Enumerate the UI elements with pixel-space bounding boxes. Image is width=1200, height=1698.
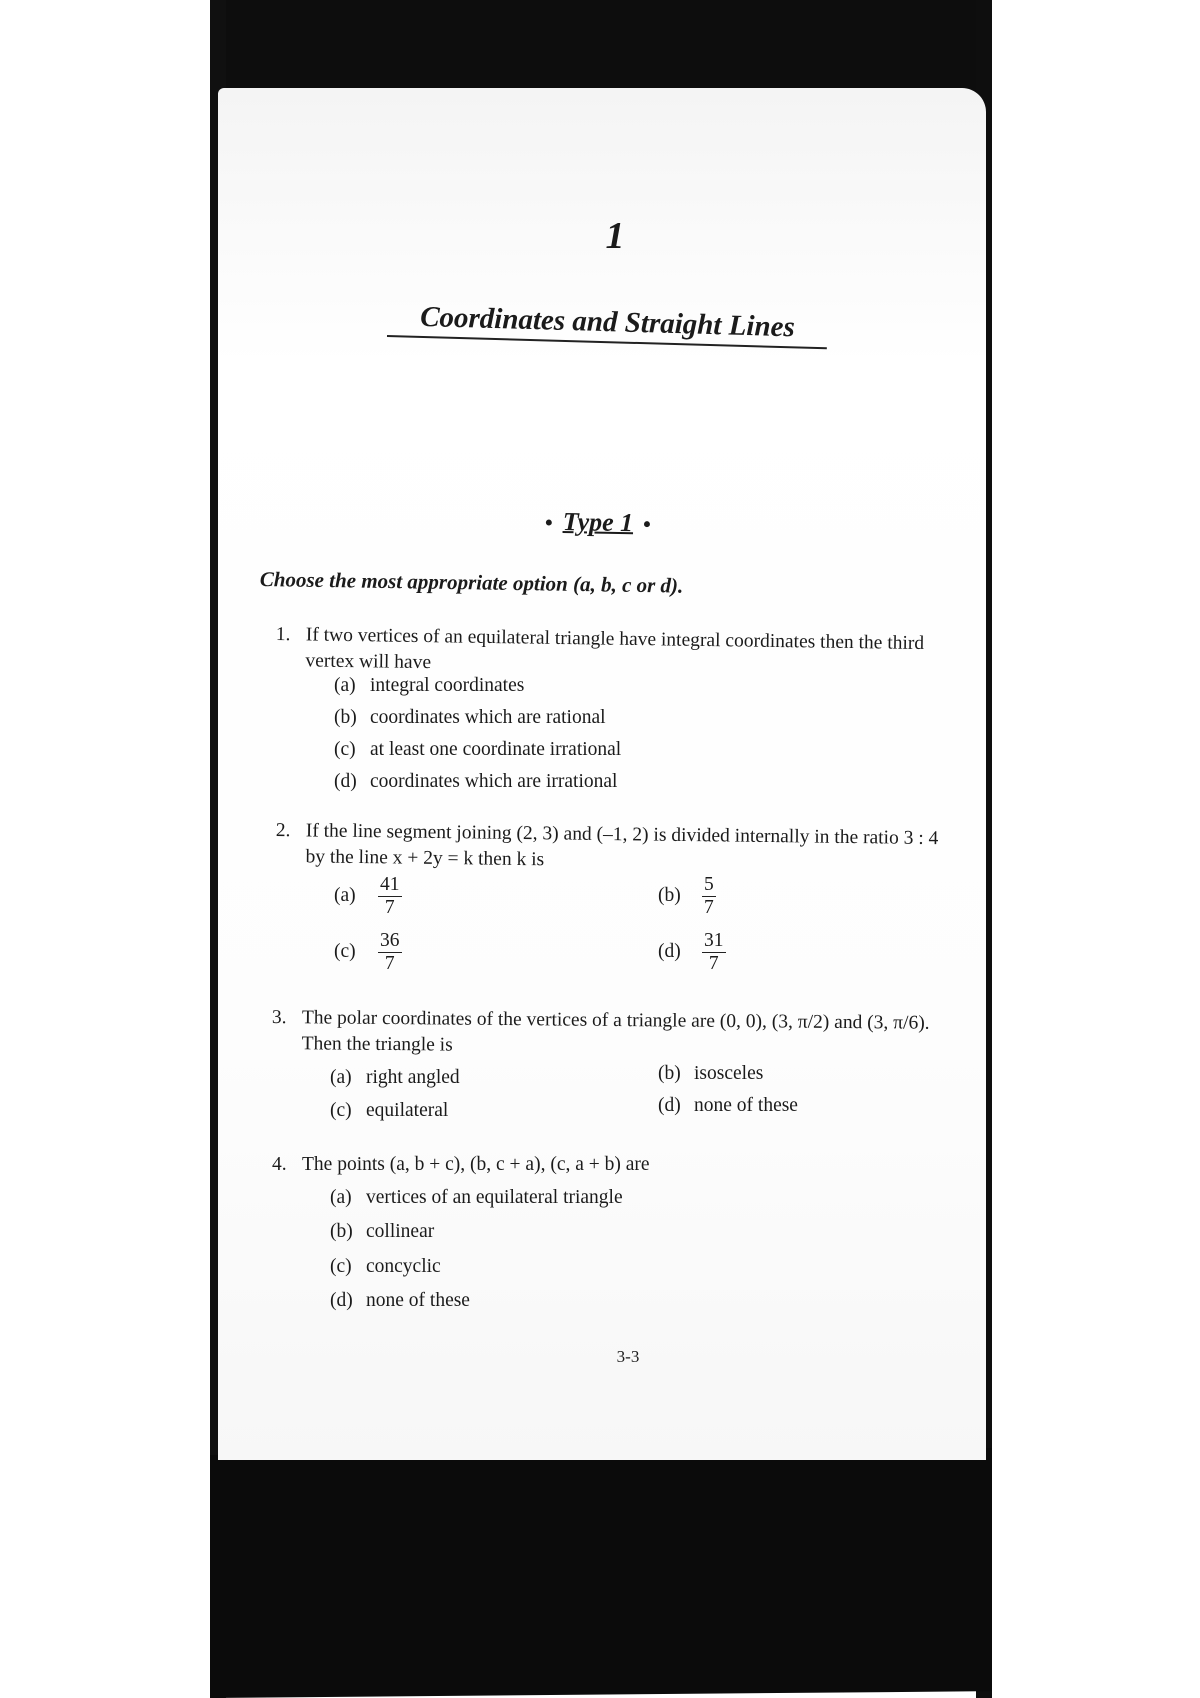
numerator: 5 <box>704 874 714 895</box>
numerator: 41 <box>380 874 400 895</box>
option-label: (a) <box>330 1067 352 1088</box>
option-text: concyclic <box>366 1256 441 1277</box>
option-a <box>334 675 524 697</box>
option-b <box>334 707 606 729</box>
question-3 <box>272 1005 952 1063</box>
option-a <box>334 874 402 919</box>
question-stem: If two vertices of an equilateral triangle have integral coordinates then the third vertex will have <box>305 624 925 674</box>
question-2 <box>275 818 956 878</box>
chapter-title: Coordinates and Straight Lines <box>387 300 828 349</box>
question-stem: If the line segment joining (2, 3) and (–1, 2) is divided internally in the ratio 3 : 4 by the line x + 2y = k then k is <box>305 820 939 871</box>
option-label: (d) <box>334 771 357 792</box>
option-d <box>658 1095 798 1117</box>
fraction <box>378 930 402 975</box>
option-label: (d) <box>658 940 681 962</box>
option-text: at least one coordinate irrational <box>370 739 622 760</box>
question-stem: The points (a, b + c), (b, c + a), (c, a + b) are <box>302 1154 650 1175</box>
option-label: (a) <box>334 884 356 906</box>
option-text: coordinates which are irrational <box>370 771 618 792</box>
option-label: (b) <box>330 1221 353 1242</box>
option-c <box>330 1100 448 1122</box>
option-d <box>334 771 617 793</box>
bullet-icon: • <box>544 509 553 535</box>
option-c <box>334 739 621 761</box>
page-number: 3-3 <box>616 1347 640 1366</box>
option-text: none of these <box>366 1290 470 1311</box>
chapter-number: 1 <box>605 215 625 257</box>
question-number: 1. <box>275 623 291 646</box>
section-heading <box>545 507 696 540</box>
option-text: isosceles <box>694 1063 764 1084</box>
fraction <box>702 930 726 975</box>
denominator: 7 <box>384 897 395 918</box>
option-text: right angled <box>366 1067 460 1088</box>
option-label: (a) <box>330 1187 352 1208</box>
option-label: (c) <box>334 940 356 962</box>
option-label: (b) <box>658 1063 681 1084</box>
instruction-text: Choose the most appropriate option (a, b, c or d). <box>259 567 684 598</box>
option-c <box>330 1256 441 1278</box>
question-stem: The polar coordinates of the vertices of a triangle are (0, 0), (3, π/2) and (3, π/6). Then the triangle is <box>301 1007 930 1056</box>
option-d <box>330 1290 470 1312</box>
section-label: Type 1 <box>562 507 634 538</box>
question-number: 3. <box>271 1006 287 1029</box>
option-text: coordinates which are rational <box>370 707 606 728</box>
option-label: (c) <box>334 739 356 760</box>
numerator: 31 <box>704 930 724 951</box>
numerator: 36 <box>380 930 400 951</box>
option-d <box>658 930 726 975</box>
option-text: vertices of an equilateral triangle <box>366 1187 623 1208</box>
option-a <box>330 1187 623 1209</box>
option-label: (b) <box>658 884 681 906</box>
option-label: (d) <box>330 1290 353 1311</box>
option-label: (d) <box>658 1095 681 1116</box>
option-b <box>658 874 716 919</box>
denominator: 7 <box>384 953 395 974</box>
option-text: integral coordinates <box>370 675 525 696</box>
option-text: none of these <box>694 1095 798 1116</box>
denominator: 7 <box>708 953 719 974</box>
option-text: equilateral <box>366 1100 449 1121</box>
question-number: 4. <box>272 1154 287 1175</box>
denominator: 7 <box>704 897 714 918</box>
fraction <box>378 874 402 919</box>
option-c <box>334 930 402 975</box>
option-label: (a) <box>334 675 356 696</box>
option-b <box>658 1063 763 1085</box>
question-4 <box>272 1152 952 1178</box>
question-number: 2. <box>275 819 291 842</box>
option-label: (b) <box>334 707 357 728</box>
option-b <box>330 1221 434 1243</box>
option-text: collinear <box>366 1221 435 1242</box>
option-label: (c) <box>330 1256 352 1277</box>
fraction <box>702 874 716 919</box>
option-label: (c) <box>330 1100 352 1121</box>
option-a <box>330 1067 460 1089</box>
bullet-icon: • <box>642 511 652 537</box>
